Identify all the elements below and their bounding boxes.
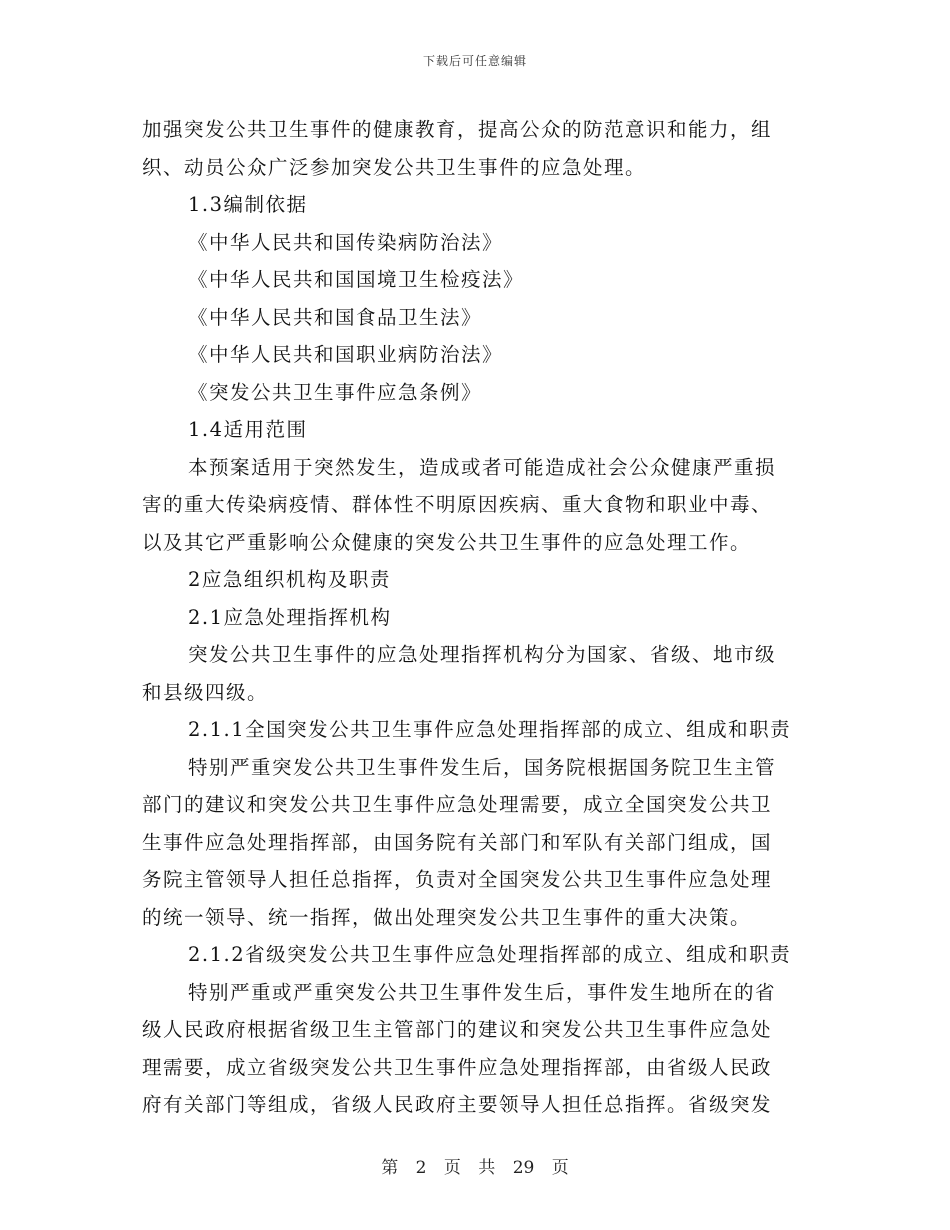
document-body <box>142 111 810 1124</box>
text-line: 生事件应急处理指挥部，由国务院有关部门和军队有关部门组成，国 <box>142 830 773 854</box>
footer-page-word: 页 <box>443 1158 461 1178</box>
text-line: 特别严重突发公共卫生事件发生后，国务院根据国务院卫生主管 <box>188 755 777 779</box>
footer-total-pages: 29 <box>512 1158 535 1178</box>
section-heading: 2.1.1全国突发公共卫生事件应急处理指挥部的成立、组成和职责 <box>188 718 792 741</box>
text-line: 府有关部门等组成，省级人民政府主要领导人担任总指挥。省级突发 <box>142 1093 773 1116</box>
page-footer <box>0 1153 950 1178</box>
law-reference: 《中华人民共和国食品卫生法》 <box>188 305 483 329</box>
text-line: 以及其它严重影响公众健康的突发公共卫生事件的应急处理工作。 <box>142 530 752 554</box>
text-line: 加强突发公共卫生事件的健康教育，提高公众的防范意识和能力，组 <box>142 118 773 141</box>
footer-page-number: 2 <box>415 1158 427 1178</box>
section-heading: 2.1应急处理指挥机构 <box>188 605 392 629</box>
law-reference: 《突发公共卫生事件应急条例》 <box>188 380 483 404</box>
section-heading: 1.3编制依据 <box>188 193 308 216</box>
text-line: 织、动员公众广泛参加突发公共卫生事件的应急处理。 <box>142 155 647 179</box>
section-heading: 2应急组织机构及职责 <box>188 568 391 591</box>
footer-total-word: 共 <box>478 1158 496 1178</box>
text-line: 和县级四级。 <box>142 680 269 704</box>
footer-suffix: 页 <box>551 1158 569 1178</box>
text-line: 务院主管领导人担任总指挥，负责对全国突发公共卫生事件应急处理 <box>142 868 773 891</box>
text-line: 部门的建议和突发公共卫生事件应急处理需要，成立全国突发公共卫 <box>142 793 773 816</box>
footer-prefix: 第 <box>381 1158 399 1178</box>
text-line: 的统一领导、统一指挥，做出处理突发公共卫生事件的重大决策。 <box>142 905 752 929</box>
text-line: 害的重大传染病疫情、群体性不明原因疾病、重大食物和职业中毒、 <box>142 493 773 516</box>
page-header: 下载后可任意编辑 <box>422 54 527 68</box>
text-line: 特别严重或严重突发公共卫生事件发生后，事件发生地所在的省 <box>188 980 777 1004</box>
text-line: 级人民政府根据省级卫生主管部门的建议和突发公共卫生事件应急处 <box>142 1018 773 1041</box>
text-line: 突发公共卫生事件的应急处理指挥机构分为国家、省级、地市级 <box>188 643 777 666</box>
section-heading: 2.1.2省级突发公共卫生事件应急处理指挥部的成立、组成和职责 <box>188 943 792 966</box>
law-reference: 《中华人民共和国职业病防治法》 <box>188 343 504 366</box>
text-line: 本预案适用于突然发生，造成或者可能造成社会公众健康严重损 <box>188 455 777 479</box>
text-line: 理需要，成立省级突发公共卫生事件应急处理指挥部，由省级人民政 <box>142 1055 773 1079</box>
law-reference: 《中华人民共和国传染病防治法》 <box>188 230 504 254</box>
section-heading: 1.4适用范围 <box>188 418 308 441</box>
law-reference: 《中华人民共和国国境卫生检疫法》 <box>188 268 525 291</box>
